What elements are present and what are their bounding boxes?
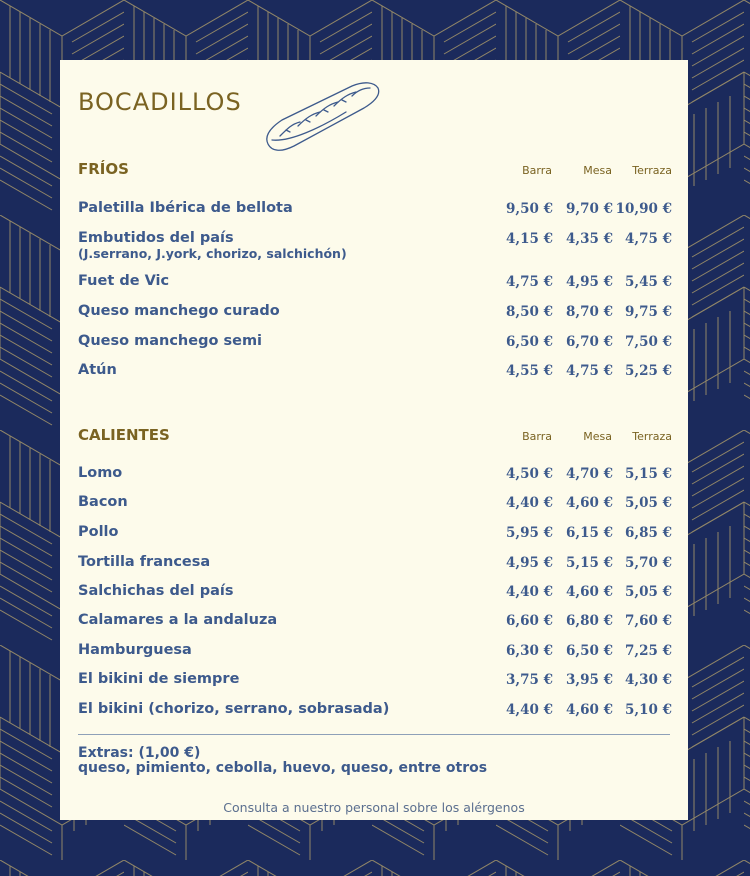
price-barra: 6,30 € — [506, 643, 553, 659]
price-mesa: 3,95 € — [566, 672, 613, 688]
price-terraza: 5,70 € — [625, 555, 672, 571]
menu-item — [78, 642, 672, 664]
menu-title: BOCADILLOS — [78, 88, 242, 116]
price-barra: 4,40 € — [506, 495, 553, 511]
price-terraza: 7,50 € — [625, 334, 672, 350]
price-mesa: 4,35 € — [566, 231, 613, 247]
item-description: (J.serrano, J.york, chorizo, salchichón) — [78, 246, 347, 261]
price-mesa: 4,60 € — [566, 495, 613, 511]
menu-item — [78, 583, 672, 605]
item-name: Queso manchego semi — [78, 333, 263, 349]
price-barra: 4,55 € — [506, 363, 553, 379]
column-header-mesa: Mesa — [583, 164, 612, 177]
extras-title: Extras: (1,00 €) — [78, 745, 201, 761]
menu-item — [78, 230, 672, 266]
price-barra: 6,60 € — [506, 613, 553, 629]
item-name: Hamburguesa — [78, 642, 192, 658]
price-barra: 5,95 € — [506, 525, 553, 541]
item-name: El bikini de siempre — [78, 671, 240, 687]
baguette-icon — [260, 78, 382, 158]
price-barra: 3,75 € — [506, 672, 553, 688]
column-header-terraza: Terraza — [632, 164, 672, 177]
price-terraza: 7,25 € — [625, 643, 672, 659]
price-terraza: 5,05 € — [625, 495, 672, 511]
price-terraza: 4,30 € — [625, 672, 672, 688]
item-name: Calamares a la andaluza — [78, 612, 278, 628]
section-title-calientes: CALIENTES — [78, 426, 170, 444]
price-terraza: 5,25 € — [625, 363, 672, 379]
price-terraza: 4,75 € — [625, 231, 672, 247]
price-mesa: 4,60 € — [566, 702, 613, 718]
price-terraza: 5,45 € — [625, 274, 672, 290]
menu-item — [78, 465, 672, 487]
price-barra: 4,75 € — [506, 274, 553, 290]
extras-list: queso, pimiento, cebolla, huevo, queso, entre otros — [78, 760, 488, 776]
item-name: Embutidos del país — [78, 230, 234, 246]
section-title-frios: FRÍOS — [78, 160, 129, 178]
menu-card — [60, 60, 688, 820]
item-name: Bacon — [78, 494, 128, 510]
price-terraza: 10,90 € — [615, 201, 672, 217]
price-terraza: 5,05 € — [625, 584, 672, 600]
menu-item — [78, 612, 672, 634]
menu-item — [78, 701, 672, 723]
price-terraza: 5,15 € — [625, 466, 672, 482]
menu-item — [78, 671, 672, 693]
menu-item — [78, 333, 672, 355]
menu-item — [78, 362, 672, 384]
item-name: El bikini (chorizo, serrano, sobrasada) — [78, 701, 390, 717]
price-mesa: 9,70 € — [566, 201, 613, 217]
extras-block — [78, 746, 487, 776]
price-barra: 4,15 € — [506, 231, 553, 247]
menu-item — [78, 200, 672, 222]
item-name: Salchichas del país — [78, 583, 234, 599]
allergen-note: Consulta a nuestro personal sobre los alérgenos — [223, 800, 525, 815]
menu-item — [78, 554, 672, 576]
price-mesa: 6,15 € — [566, 525, 613, 541]
price-mesa: 4,75 € — [566, 363, 613, 379]
price-mesa: 6,70 € — [566, 334, 613, 350]
column-header-barra: Barra — [522, 164, 552, 177]
item-name: Queso manchego curado — [78, 303, 280, 319]
menu-item — [78, 273, 672, 295]
price-barra: 4,40 € — [506, 702, 553, 718]
item-name: Paletilla Ibérica de bellota — [78, 200, 293, 216]
price-barra: 6,50 € — [506, 334, 553, 350]
price-barra: 8,50 € — [506, 304, 553, 320]
item-name: Tortilla francesa — [78, 554, 211, 570]
item-name: Fuet de Vic — [78, 273, 170, 289]
price-mesa: 4,70 € — [566, 466, 613, 482]
column-header-barra: Barra — [522, 430, 552, 443]
menu-item — [78, 494, 672, 516]
item-name: Atún — [78, 362, 117, 378]
column-header-terraza: Terraza — [632, 430, 672, 443]
item-name: Pollo — [78, 524, 119, 540]
price-mesa: 5,15 € — [566, 555, 613, 571]
column-header-mesa: Mesa — [583, 430, 612, 443]
price-mesa: 4,60 € — [566, 584, 613, 600]
divider — [78, 734, 670, 735]
price-barra: 4,95 € — [506, 555, 553, 571]
menu-item — [78, 524, 672, 546]
price-terraza: 5,10 € — [625, 702, 672, 718]
price-mesa: 6,80 € — [566, 613, 613, 629]
price-mesa: 4,95 € — [566, 274, 613, 290]
price-barra: 4,50 € — [506, 466, 553, 482]
item-name: Lomo — [78, 465, 123, 481]
price-terraza: 7,60 € — [625, 613, 672, 629]
price-terraza: 9,75 € — [625, 304, 672, 320]
price-mesa: 8,70 € — [566, 304, 613, 320]
price-barra: 9,50 € — [506, 201, 553, 217]
menu-item — [78, 303, 672, 325]
price-barra: 4,40 € — [506, 584, 553, 600]
price-mesa: 6,50 € — [566, 643, 613, 659]
price-terraza: 6,85 € — [625, 525, 672, 541]
